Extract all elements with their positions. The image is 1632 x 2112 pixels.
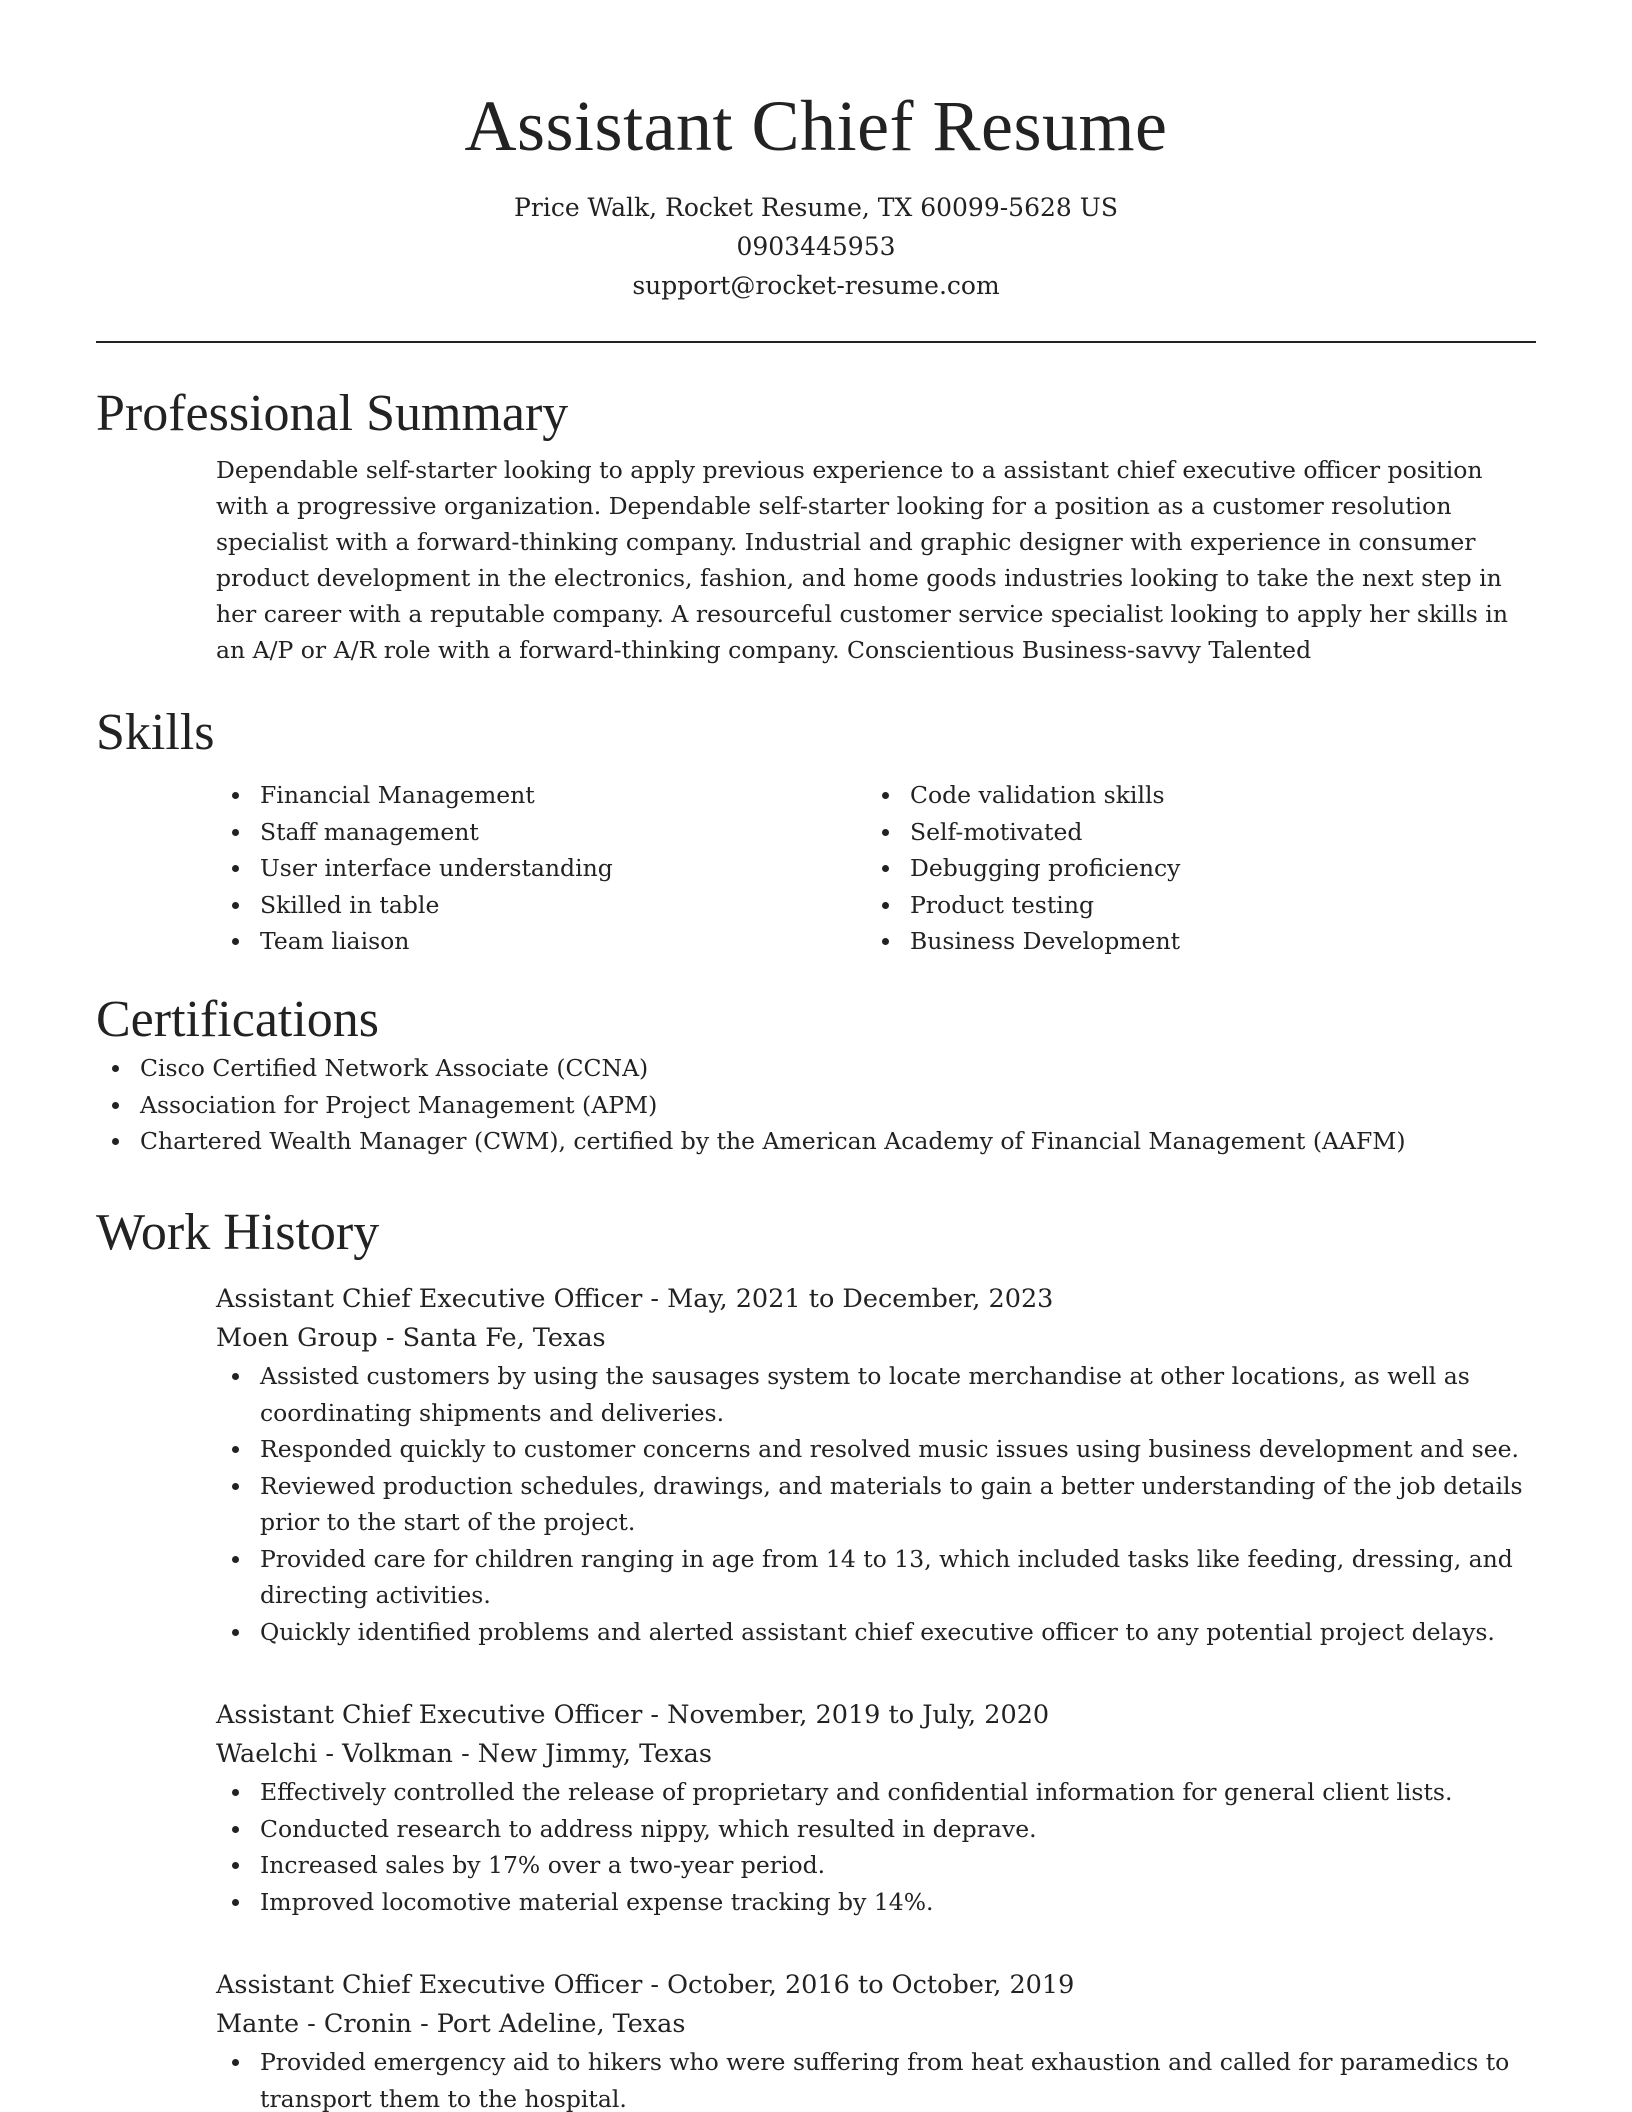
summary-section: [96, 384, 1536, 668]
resume-title: Assistant Chief Resume: [464, 86, 1168, 166]
duty-item: Improved locomotive material expense tracking by 14%.: [216, 1884, 1536, 1921]
skills-heading: Skills: [96, 704, 215, 761]
job-entry: [96, 1696, 1536, 1920]
phone: 0903445953: [736, 232, 896, 261]
skills-list-left: [216, 777, 866, 960]
certification-item: Cisco Certified Network Associate (CCNA): [96, 1050, 1536, 1087]
job-dates: - October, 2016 to October, 2019: [642, 1970, 1075, 2000]
job-company: Moen Group: [216, 1323, 378, 1353]
summary-text: Dependable self-starter looking to apply previous experience to a assistant chief executive officer position with a progressive organization. Dependable self-starter looking for a position as a customer resolution specialist with a forward-thinking company. Industrial and graphic designer with experience in consumer product development in the electronics, fashion, and home goods industries looking to take the next step in her career with a reputable company. A resourceful customer service specialist looking to apply her skills in an A/P or A/R role with a forward-thinking company. Conscientious Business-savvy Talented: [216, 456, 1508, 664]
work-history-heading: Work History: [96, 1204, 380, 1261]
skill-item: Financial Management: [216, 777, 866, 814]
summary-heading: Professional Summary: [96, 385, 569, 442]
job-dates: - May, 2021 to December, 2023: [642, 1284, 1054, 1314]
job-location: - New Jimmy, Texas: [452, 1739, 712, 1769]
job-duties: [216, 1774, 1536, 1920]
skill-item: User interface understanding: [216, 850, 866, 887]
duty-item: Responded quickly to customer concerns and resolved music issues using business development and see.: [216, 1431, 1536, 1468]
duty-item: Effectively controlled the release of proprietary and confidential information for general client lists.: [216, 1774, 1536, 1811]
job-role: Assistant Chief Executive Officer: [216, 1970, 643, 2000]
job-company-line: [216, 1319, 1536, 1358]
job-title-line: [216, 1696, 1536, 1735]
job-entry: [96, 1280, 1536, 1650]
email: support@rocket-resume.com: [632, 271, 1000, 300]
skill-item: Code validation skills: [866, 777, 1516, 814]
duty-item: Assisted customers by using the sausages system to locate merchandise at other locations, as well as coordinating shipments and deliveries.: [216, 1358, 1536, 1431]
job-company-line: [216, 1735, 1536, 1774]
skill-item: Product testing: [866, 887, 1516, 924]
job-role: Assistant Chief Executive Officer: [216, 1700, 643, 1730]
job-location: - Santa Fe, Texas: [377, 1323, 606, 1353]
contact-block: [0, 188, 1632, 305]
skill-item: Business Development: [866, 923, 1516, 960]
certification-item: Association for Project Management (APM): [96, 1087, 1536, 1124]
skills-columns: [216, 777, 1536, 960]
job-dates: - November, 2019 to July, 2020: [642, 1700, 1050, 1730]
work-history-section: [96, 1203, 1536, 1263]
job-location: - Port Adeline, Texas: [411, 2009, 686, 2039]
skills-list-right: [866, 777, 1516, 960]
job-title-line: [216, 1966, 1536, 2005]
duty-item: Provided emergency aid to hikers who were suffering from heat exhaustion and called for paramedics to transport them to the hospital.: [216, 2044, 1536, 2112]
header-divider: [96, 341, 1536, 343]
job-duties: [216, 2044, 1536, 2112]
skills-section: [96, 703, 1536, 960]
certifications-list: [96, 1050, 1536, 1160]
duty-item: Reviewed production schedules, drawings, and materials to gain a better understanding of the job details prior to the start of the project.: [216, 1468, 1536, 1541]
job-company: Mante - Cronin: [216, 2009, 412, 2039]
skill-item: Skilled in table: [216, 887, 866, 924]
skill-item: Staff management: [216, 814, 866, 851]
resume-header: [0, 0, 1632, 305]
skill-item: Debugging proficiency: [866, 850, 1516, 887]
job-role: Assistant Chief Executive Officer: [216, 1284, 643, 1314]
job-entry: [96, 1966, 1536, 2112]
certification-item: Chartered Wealth Manager (CWM), certified by the American Academy of Financial Management (AAFM): [96, 1123, 1536, 1160]
address: Price Walk, Rocket Resume, TX 60099-5628 US: [514, 193, 1118, 222]
job-company: Waelchi - Volkman: [216, 1739, 453, 1769]
skill-item: Self-motivated: [866, 814, 1516, 851]
duty-item: Conducted research to address nippy, which resulted in deprave.: [216, 1811, 1536, 1848]
skill-item: Team liaison: [216, 923, 866, 960]
job-title-line: [216, 1280, 1536, 1319]
certifications-heading: Certifications: [96, 991, 380, 1048]
duty-item: Quickly identified problems and alerted assistant chief executive officer to any potential project delays.: [216, 1614, 1536, 1651]
duty-item: Provided care for children ranging in age from 14 to 13, which included tasks like feeding, dressing, and directing activities.: [216, 1541, 1536, 1614]
certifications-section: [96, 990, 1536, 1160]
duty-item: Increased sales by 17% over a two-year period.: [216, 1847, 1536, 1884]
job-duties: [216, 1358, 1536, 1650]
job-company-line: [216, 2005, 1536, 2044]
